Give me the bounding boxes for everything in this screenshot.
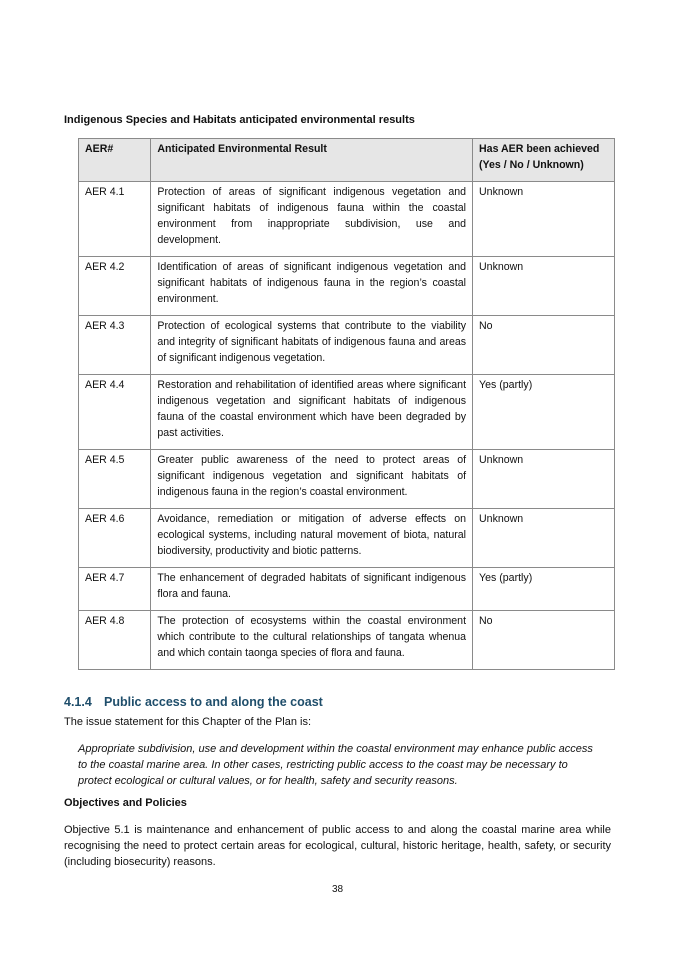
header-aer-number: AER# [79,139,151,182]
table-row [79,375,615,450]
aer-result: The protection of ecosystems within the coastal environment which contribute to the cultural relationships of tangata whenua and which contain taonga species of flora and fauna. [151,611,473,670]
aer-result: Protection of ecological systems that contribute to the viability and integrity of significant habitats of indigenous fauna and areas of significant indigenous vegetation. [151,316,473,375]
aer-id: AER 4.6 [79,509,151,568]
table-row [79,257,615,316]
aer-id: AER 4.2 [79,257,151,316]
aer-id: AER 4.3 [79,316,151,375]
objective-paragraph: Objective 5.1 is maintenance and enhancement of public access to and along the coastal marine area while recognising the need to protect certain areas for ecological, cultural, historic heritage, health, safety, or security (including biosecurity) reasons. [64,824,611,868]
aer-status: No [473,611,615,670]
section-heading [64,695,323,709]
intro-text: The issue statement for this Chapter of the Plan is: [64,716,312,728]
table-row [79,509,615,568]
aer-result: Protection of areas of significant indigenous vegetation and significant habitats of indigenous fauna within the coastal environment from inappropriate subdivision, use and development. [151,182,473,257]
aer-status: No [473,316,615,375]
objectives-heading: Objectives and Policies [64,797,187,809]
aer-result: Identification of areas of significant indigenous vegetation and significant habitats of indigenous fauna in the region’s coastal environment. [151,257,473,316]
aer-status: Yes (partly) [473,568,615,611]
issue-statement-quote: Appropriate subdivision, use and development within the coastal environment may enhance public access to the coastal marine area. In other cases, restricting public access to the coast may be necessary to protect ecological or cultural values, or for health, safety and security reasons. [78,743,593,787]
table-row [79,182,615,257]
aer-id: AER 4.5 [79,450,151,509]
aer-status: Unknown [473,509,615,568]
header-achieved: Has AER been achieved (Yes / No / Unknown) [473,139,615,182]
table-row [79,316,615,375]
aer-id: AER 4.8 [79,611,151,670]
aer-status: Unknown [473,257,615,316]
header-result: Anticipated Environmental Result [151,139,473,182]
aer-id: AER 4.4 [79,375,151,450]
section-number: 4.1.4 [64,695,92,709]
aer-id: AER 4.7 [79,568,151,611]
aer-id: AER 4.1 [79,182,151,257]
table-row [79,611,615,670]
table-header-row [79,139,615,182]
page-number: 38 [331,884,344,895]
aer-status: Unknown [473,450,615,509]
aer-result: Restoration and rehabilitation of identified areas where significant indigenous vegetation and significant habitats of indigenous fauna of the coastal environment which have been degraded by past activities. [151,375,473,450]
table-caption: Indigenous Species and Habitats anticipated environmental results [64,114,415,126]
aer-result: Greater public awareness of the need to protect areas of significant indigenous vegetation and significant habitats of indigenous fauna in the region’s coastal environment. [151,450,473,509]
aer-table [78,138,615,670]
aer-result: The enhancement of degraded habitats of significant indigenous flora and fauna. [151,568,473,611]
aer-status: Unknown [473,182,615,257]
section-title: Public access to and along the coast [104,695,323,709]
aer-status: Yes (partly) [473,375,615,450]
aer-result: Avoidance, remediation or mitigation of adverse effects on ecological systems, including natural movement of biota, natural biodiversity, productivity and biotic patterns. [151,509,473,568]
table-row [79,450,615,509]
table-row [79,568,615,611]
